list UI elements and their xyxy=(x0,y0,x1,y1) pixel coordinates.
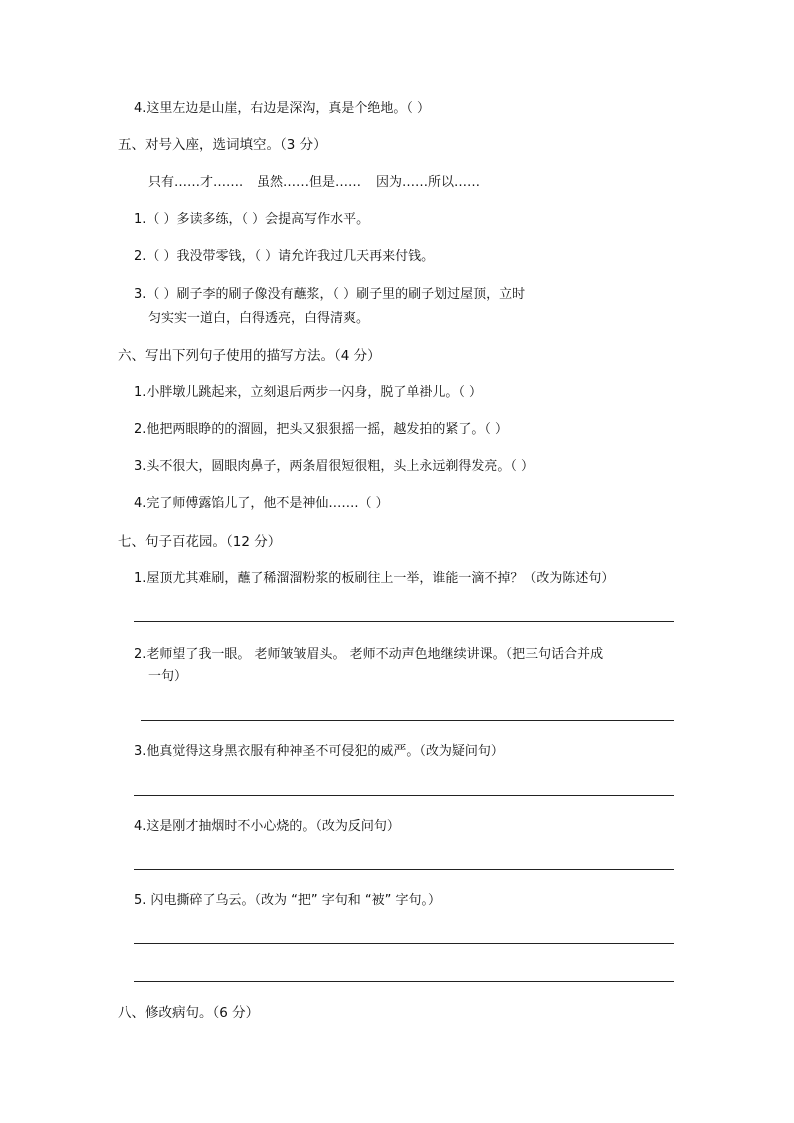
answer-line-3[interactable] xyxy=(134,795,674,796)
answer-line-2[interactable] xyxy=(141,720,674,721)
section-8-heading: 八、修改病句。（6 分） xyxy=(118,1005,260,1021)
section-7-item-5: 5. 闪电撕碎了乌云。（改为 “把” 字句和 “被” 字句。） xyxy=(134,893,442,908)
section-6-item-2: 2.他把两眼睁的的溜圆，把头又狠狠摇一摇，越发拍的紧了。（ ） xyxy=(134,422,509,437)
section-6-item-1: 1.小胖墩儿跳起来，立刻退后两步一闪身，脱了单褂儿。（ ） xyxy=(134,385,483,400)
section-5-item-1: 1.（ ）多读多练，（ ）会提高写作水平。 xyxy=(134,212,370,227)
answer-line-4[interactable] xyxy=(134,869,674,870)
section-6-heading: 六、写出下列句子使用的描写方法。（4 分） xyxy=(118,348,381,364)
option-1: 只有……才……. xyxy=(148,175,244,190)
section-7-item-4: 4.这是刚才抽烟时不小心烧的。（改为反问句） xyxy=(134,819,400,834)
section-7-item-2-cont: 一句） xyxy=(148,669,188,684)
section-6-item-3: 3.头不很大，圆眼肉鼻子，两条眉很短很粗，头上永远剃得发亮。（ ） xyxy=(134,459,535,474)
option-2: 虽然……但是…… xyxy=(257,175,362,190)
section-5-item-3-cont: 匀实实一道白，白得透亮，白得清爽。 xyxy=(148,311,370,326)
section-5-item-2: 2.（ ）我没带零钱，（ ）请允许我过几天再来付钱。 xyxy=(134,249,435,264)
answer-line-5a[interactable] xyxy=(134,943,674,944)
section-7-item-3: 3.他真觉得这身黑衣服有种神圣不可侵犯的威严。（改为疑问句） xyxy=(134,744,504,759)
answer-line-1[interactable] xyxy=(134,621,674,622)
item-4-text: 4.这里左边是山崖，右边是深沟，真是个绝地。（ ） xyxy=(134,101,431,116)
section-5-item-3: 3.（ ）刷子李的刷子像没有蘸浆，（ ）刷子里的刷子划过屋顶，立时 xyxy=(134,287,526,302)
section-5-heading: 五、对号入座，选词填空。（3 分） xyxy=(118,137,327,153)
section-6-item-4: 4.完了师傅露馅儿了，他不是神仙…….（ ） xyxy=(134,496,389,511)
section-7-item-2: 2.老师望了我一眼。 老师皱皱眉头。 老师不动声色地继续讲课。（把三句话合并成 xyxy=(134,647,604,662)
option-3: 因为……所以…… xyxy=(376,175,481,190)
section-7-heading: 七、句子百花园。（12 分） xyxy=(118,534,282,550)
answer-line-5b[interactable] xyxy=(134,981,674,982)
section-7-item-1: 1.屋顶尤其难刷，蘸了稀溜溜粉浆的板刷往上一举，谁能一滴不掉？（改为陈述句） xyxy=(134,571,615,586)
